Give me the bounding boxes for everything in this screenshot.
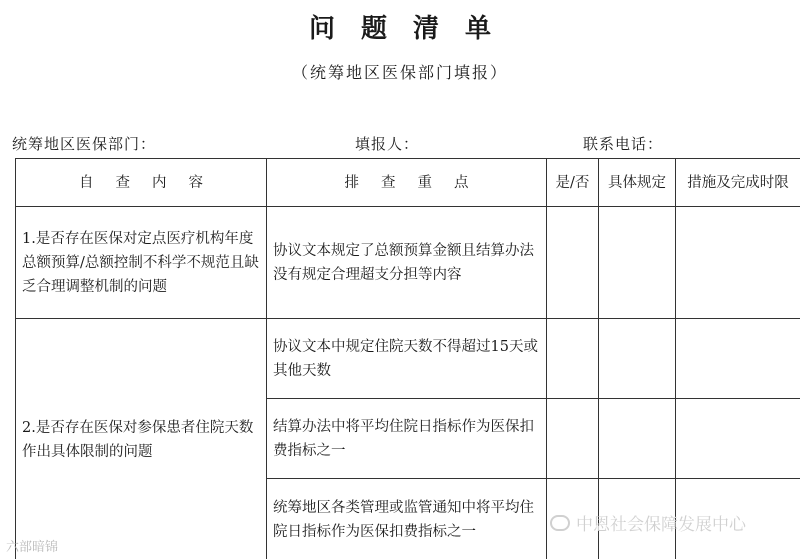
- watermark-right-text: 中恩社会保障发展中心: [576, 515, 746, 535]
- row-2a-measures-cell[interactable]: [676, 319, 800, 399]
- watermark-left: 六部暗锦: [6, 540, 59, 555]
- row-1-check-1: 协议文本规定了总额预算金额且结算办法没有规定合理超支分担等内容: [267, 207, 547, 319]
- document-title: 问题清单: [308, 14, 517, 44]
- row-2b-measures-cell[interactable]: [676, 399, 800, 479]
- row-2a-rules-cell[interactable]: [599, 319, 676, 399]
- header-measures-deadline: 措施及完成时限: [676, 159, 800, 207]
- row-2a-yes-no-cell[interactable]: [547, 319, 599, 399]
- table-row: [16, 319, 800, 399]
- row-2-check-3: 统筹地区各类管理或监管通知中将平均住院日指标作为医保扣费指标之一: [267, 479, 547, 559]
- header-self-check: 自查内容: [16, 159, 267, 207]
- row-2-content: 2.是否存在医保对参保患者住院天数作出具体限制的问题: [16, 319, 267, 559]
- row-2-check-1: 协议文本中规定住院天数不得超过15天或其他天数: [267, 319, 547, 399]
- header-yes-no: 是/否: [547, 159, 599, 207]
- watermark-right: [550, 510, 746, 535]
- row-1-content: 1.是否存在医保对定点医疗机构年度总额预算/总额控制不科学不规范且缺乏合理调整机制的问题: [16, 207, 267, 319]
- phone-label: 联系电话：: [583, 135, 664, 153]
- row-2-check-2: 结算办法中将平均住院日指标作为医保扣费指标之一: [267, 399, 547, 479]
- wechat-icon: [550, 515, 570, 531]
- row-2b-yes-no-cell[interactable]: [547, 399, 599, 479]
- row-1-measures-cell[interactable]: [676, 207, 800, 319]
- filler-label: 填报人：: [355, 135, 420, 153]
- document-subtitle: （统筹地区医保部门填报）: [291, 63, 508, 82]
- row-1-yes-no-cell[interactable]: [547, 207, 599, 319]
- header-specific-rules: 具体规定: [599, 159, 676, 207]
- table-header-row: [16, 159, 800, 207]
- dept-label: 统筹地区医保部门：: [12, 135, 157, 153]
- table-row: [16, 207, 800, 319]
- row-1-rules-cell[interactable]: [599, 207, 676, 319]
- question-list-table: [15, 158, 800, 559]
- header-check-points: 排查重点: [267, 159, 547, 207]
- row-2b-rules-cell[interactable]: [599, 399, 676, 479]
